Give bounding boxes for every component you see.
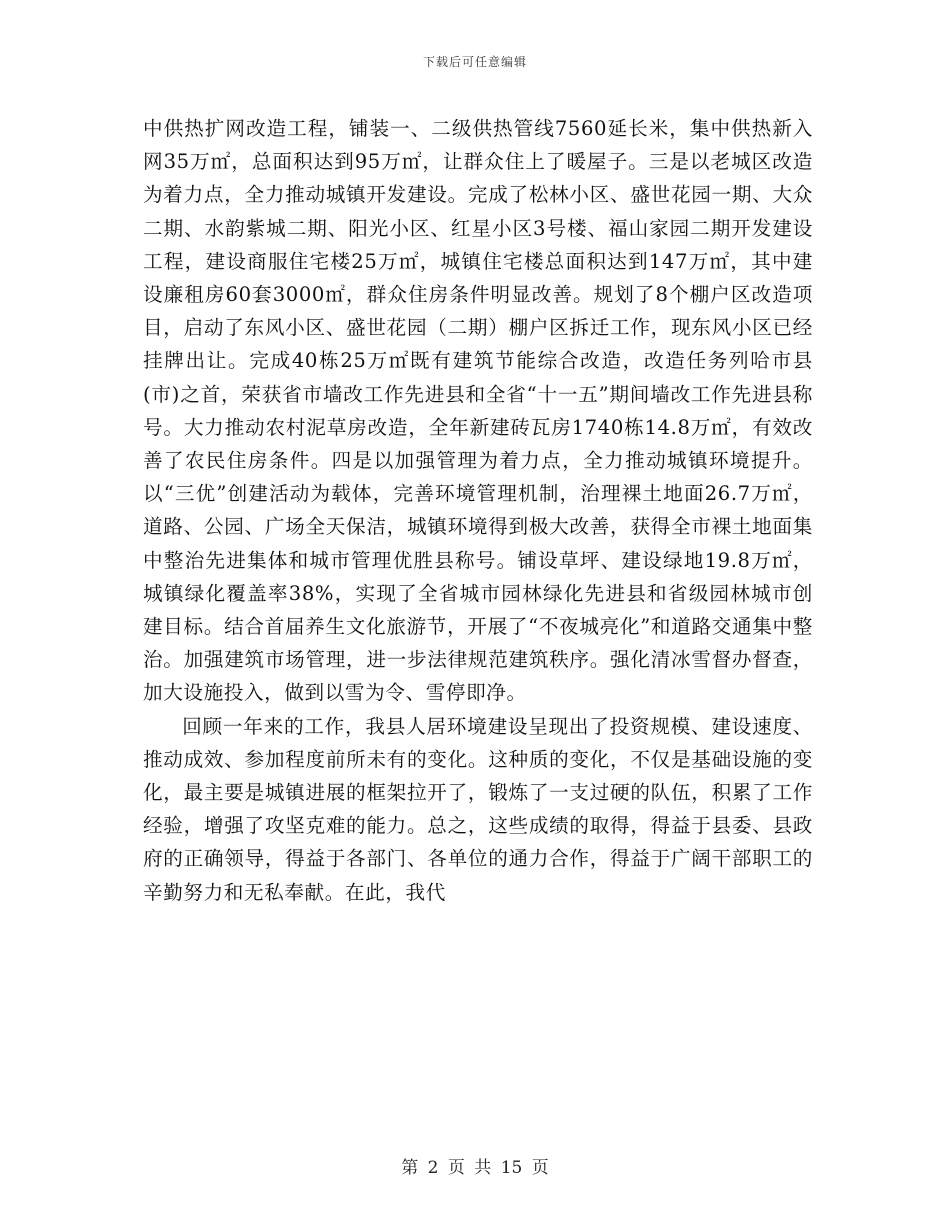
document-body	[143, 112, 813, 909]
header-note: 下载后可任意编辑	[422, 55, 527, 69]
paragraph-1: 中供热扩网改造工程，铺装一、二级供热管线7560延长米，集中供热新入网35万㎡，总面积达到95万㎡，让群众住上了暖屋子。三是以老城区改造为着力点，全力推动城镇开发建设。完成了松林小区、盛世花园一期、大众二期、水韵紫城二期、阳光小区、红星小区3号楼、福山家园二期开发建设工程，建设商服住宅楼25万㎡，城镇住宅楼总面积达到147万㎡，其中建设廉租房60套3000㎡，群众住房条件明显改善。规划了8个棚户区改造项目，启动了东风小区、盛世花园（二期）棚户区拆迁工作，现东风小区已经挂牌出让。完成40栋25万㎡既有建筑节能综合改造，改造任务列哈市县(市)之首，荣获省市墙改工作先进县和全省“十一五”期间墙改工作先进县称号。大力推动农村泥草房改造，全年新建砖瓦房1740栋14.8万㎡，有效改善了农民住房条件。四是以加强管理为着力点，全力推动城镇环境提升。以“三优”创建活动为载体，完善环境管理机制，治理裸土地面26.7万㎡，道路、公园、广场全天保洁，城镇环境得到极大改善，获得全市裸土地面集中整治先进集体和城市管理优胜县称号。铺设草坪、建设绿地19.8万㎡，城镇绿化覆盖率38%，实现了全省城市园林绿化先进县和省级园林城市创建目标。结合首届养生文化旅游节，开展了“不夜城亮化”和道路交通集中整治。加强建筑市场管理，进一步法律规范建筑秩序。强化清冰雪督办督查，加大设施投入，做到以雪为令、雪停即净。	[143, 117, 813, 705]
paragraph-2: 回顾一年来的工作，我县人居环境建设呈现出了投资规模、建设速度、推动成效、参加程度前所未有的变化。这种质的变化，不仅是基础设施的变化，最主要是城镇进展的框架拉开了，锻炼了一支过硬的队伍，积累了工作经验，增强了攻坚克难的能力。总之，这些成绩的取得，得益于县委、县政府的正确领导，得益于各部门、各单位的通力合作，得益于广阔干部职工的辛勤努力和无私奉献。在此，我代	[143, 714, 813, 904]
page-number: 第 2 页 共 15 页	[401, 1158, 549, 1178]
